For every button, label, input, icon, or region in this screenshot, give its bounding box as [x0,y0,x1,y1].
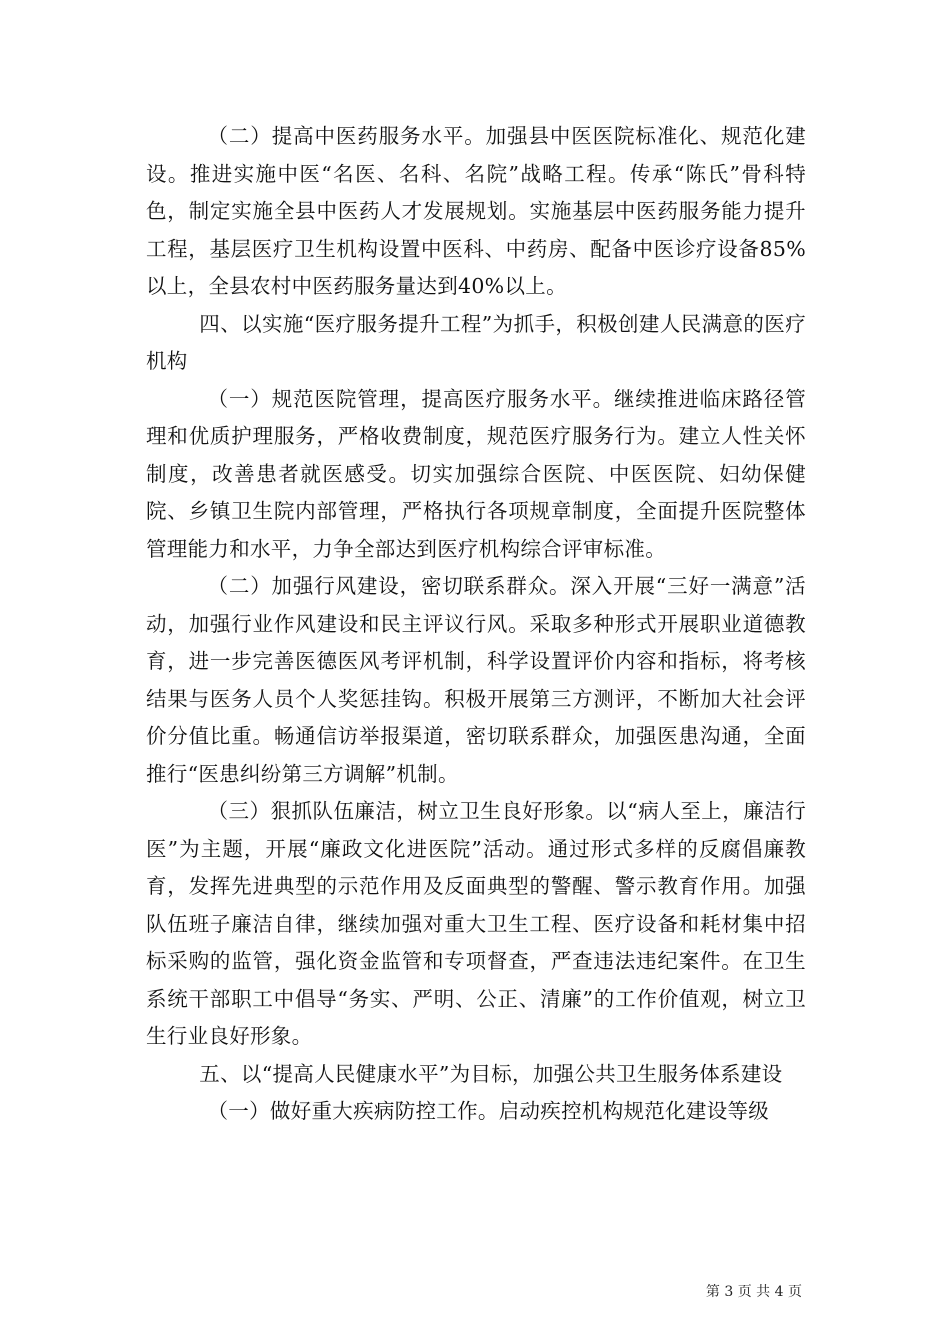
paragraph-disease-control: （一）做好重大疾病防控工作。启动疾控机构规范化建设等级 [207,1099,770,1123]
paragraph-conduct-building: （二）加强行风建设，密切联系群众。深入开展“三好一满意”活动，加强行业作风建设和民主评议行风。采取多种形式开展职业道德教育，进一步完善医德医风考评机制，科学设置评价内容和指标，将考核结果与医务人员个人奖惩挂钩。积极开展第三方测评，不断加大社会评价分值比重。畅通信访举报渠道，密切联系群众，加强医患沟通，全面推行“医患纠纷第三方调解”机制。 [146,574,806,786]
paragraph-team-integrity: （三）狠抓队伍廉洁，树立卫生良好形象。以“病人至上，廉洁行医”为主题，开展“廉政文化进医院”活动。通过形式多样的反腐倡廉教育，发挥先进典型的示范作用及反面典型的警醒、警示教育作用。加强队伍班子廉洁自律，继续加强对重大卫生工程、医疗设备和耗材集中招标采购的监管，强化资金监管和专项督查，严查违法违纪案件。在卫生系统干部职工中倡导“务实、严明、公正、清廉”的工作价值观，树立卫生行业良好形象。 [146,799,806,1048]
document-body [146,118,806,1131]
page-number: 第 3 页 共 4 页 [705,1284,802,1300]
paragraph-tcm-service: （二）提高中医药服务水平。加强县中医医院标准化、规范化建设。推进实施中医“名医、名科、名院”战略工程。传承“陈氏”骨科特色，制定实施全县中医药人才发展规划。实施基层中医药服务能力提升工程，基层医疗卫生机构设置中医科、中药房、配备中医诊疗设备85%以上，全县农村中医药服务量达到40%以上。 [146,124,806,298]
heading-section-four: 四、以实施“医疗服务提升工程”为抓手，积极创建人民满意的医疗机构 [146,311,806,373]
heading-section-five: 五、以“提高人民健康水平”为目标，加强公共卫生服务体系建设 [199,1061,783,1086]
paragraph-hospital-management: （一）规范医院管理，提高医疗服务水平。继续推进临床路径管理和优质护理服务，严格收费制度，规范医疗服务行为。建立人性关怀制度，改善患者就医感受。切实加强综合医院、中医医院、妇幼保健院、乡镇卫生院内部管理，严格执行各项规章制度，全面提升医院整体管理能力和水平，力争全部达到医疗机构综合评审标准。 [146,386,806,561]
